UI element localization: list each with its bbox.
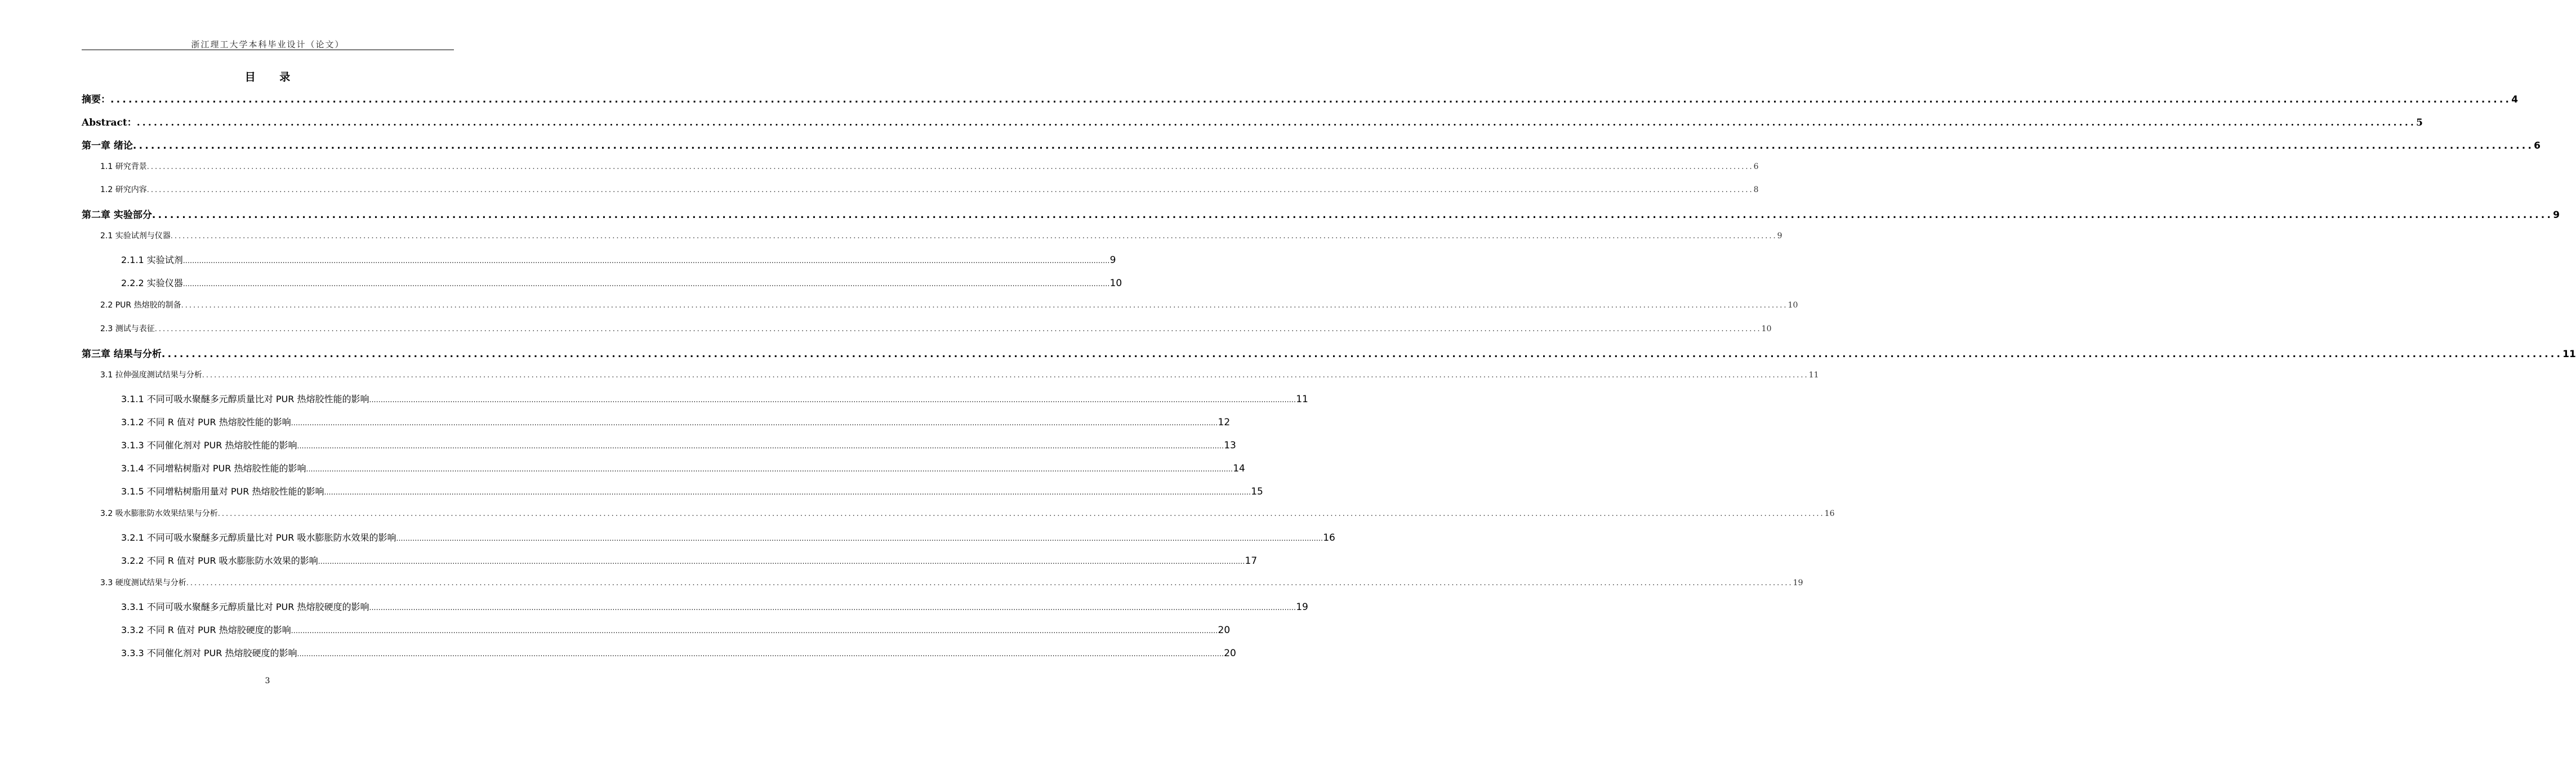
toc-entry-page: 9 — [1109, 255, 1116, 266]
toc-dot-leader: ................................................................................................................................................................................................................................................................................................................................................................................................................ — [170, 232, 1777, 241]
toc-entry-label: 2.2.2 实验仪器 — [121, 278, 183, 288]
toc-dot-leader: ................................................................................................................................................................................................................................................................................................................................................................................................................ — [297, 442, 1224, 450]
toc-dot-leader: ................................................................................................................................................................................................................................................................................................................................................................................................................ — [182, 280, 1110, 288]
toc-entry — [121, 484, 1263, 499]
toc-dot-leader: ................................................................................................................................................................................................................................................................................................................................................................................................................ — [151, 210, 2553, 221]
toc-entry-label: 2.1.1 实验试剂 — [121, 255, 183, 265]
toc-entry — [121, 600, 1308, 614]
toc-entry — [100, 577, 1803, 591]
toc-entry-page: 9 — [1777, 231, 1782, 241]
toc-dot-leader: ................................................................................................................................................................................................................................................................................................................................................................................................................ — [324, 488, 1251, 496]
toc-title: 目 录 — [244, 71, 301, 83]
toc-dot-leader: ................................................................................................................................................................................................................................................................................................................................................................................................................ — [146, 163, 1754, 171]
toc-entry — [121, 438, 1236, 453]
toc-entry — [121, 253, 1116, 268]
toc-dot-leader: ................................................................................................................................................................................................................................................................................................................................................................................................................ — [217, 510, 1825, 518]
toc-entry-label: 3.1.3 不同催化剂对 PUR 热熔胶性能的影响 — [121, 440, 297, 451]
toc-dot-leader: ................................................................................................................................................................................................................................................................................................................................................................................................................ — [306, 465, 1233, 473]
toc-entry — [121, 554, 1258, 568]
toc-dot-leader: ................................................................................................................................................................................................................................................................................................................................................................................................................ — [369, 396, 1296, 404]
toc-entry-label: 第三章 结果与分析 — [82, 349, 162, 360]
toc-entry-page: 13 — [1224, 440, 1236, 451]
toc-dot-leader: ................................................................................................................................................................................................................................................................................................................................................................................................................ — [110, 94, 2512, 105]
toc-entry-page: 16 — [1323, 532, 1335, 544]
toc-dot-leader: ................................................................................................................................................................................................................................................................................................................................................................................................................ — [136, 117, 2417, 128]
toc-entry-label: 第二章 实验部分 — [82, 210, 152, 221]
toc-entry-page: 4 — [2511, 94, 2519, 105]
toc-entry-page: 17 — [1245, 555, 1258, 567]
toc-entry-page: 12 — [1218, 417, 1231, 428]
toc-entry-label: 2.1 实验试剂与仪器 — [100, 231, 171, 241]
toc-entry-page: 6 — [1753, 162, 1759, 171]
toc-entry-label: 2.3 测试与表征 — [100, 324, 155, 333]
toc-entry — [82, 91, 2519, 106]
toc-dot-leader: ................................................................................................................................................................................................................................................................................................................................................................................................................ — [202, 371, 1809, 380]
toc-entry-page: 10 — [1761, 324, 1772, 333]
toc-entry — [100, 507, 1835, 522]
toc-dot-leader: ................................................................................................................................................................................................................................................................................................................................................................................................................ — [186, 579, 1793, 587]
toc-entry-page: 20 — [1218, 625, 1231, 636]
toc-dot-leader: ................................................................................................................................................................................................................................................................................................................................................................................................................ — [161, 349, 2563, 360]
toc-entry — [100, 161, 1759, 175]
toc-entry — [82, 114, 2423, 129]
toc-entry — [100, 230, 1782, 244]
toc-entry-label: 3.3.3 不同催化剂对 PUR 热熔胶硬度的影响 — [121, 648, 297, 658]
toc-entry-label: 3.3 硬度测试结果与分析 — [100, 578, 186, 587]
toc-entry-page: 11 — [1808, 371, 1819, 380]
toc-entry-label: 3.2 吸水膨胀防水效果结果与分析 — [100, 509, 218, 518]
toc-dot-leader: ................................................................................................................................................................................................................................................................................................................................................................................................................ — [154, 325, 1762, 333]
toc-entry — [82, 207, 2560, 221]
toc-entry — [121, 276, 1122, 291]
toc-entry-label: 2.2 PUR 热熔胶的制备 — [100, 301, 181, 310]
toc-dot-leader: ................................................................................................................................................................................................................................................................................................................................................................................................................ — [132, 140, 2534, 152]
toc-entry — [100, 369, 1819, 384]
toc-entry-label: 1.2 研究内容 — [100, 185, 147, 194]
toc-entry — [121, 531, 1335, 545]
toc-dot-leader: ................................................................................................................................................................................................................................................................................................................................................................................................................ — [182, 257, 1110, 265]
toc-entry-page: 10 — [1788, 301, 1798, 310]
toc-entry-label: 1.1 研究背景 — [100, 162, 147, 171]
page-number: 3 — [265, 676, 270, 685]
toc-entry-page: 19 — [1793, 578, 1803, 587]
toc-entry-label: Abstract： — [82, 117, 137, 128]
toc-entry-label: 3.2.2 不同 R 值对 PUR 吸水膨胀防水效果的影响 — [121, 555, 318, 566]
toc-entry — [121, 623, 1231, 638]
toc-entry-page: 16 — [1824, 509, 1835, 518]
toc-entry — [121, 415, 1231, 430]
toc-dot-leader: ................................................................................................................................................................................................................................................................................................................................................................................................................ — [318, 558, 1245, 565]
toc-entry-page: 6 — [2534, 140, 2541, 152]
toc-entry-label: 3.2.1 不同可吸水聚醚多元醇质量比对 PUR 吸水膨胀防水效果的影响 — [121, 532, 396, 543]
toc-entry-page: 15 — [1251, 486, 1263, 497]
toc-entry — [82, 346, 2576, 360]
toc-dot-leader: ................................................................................................................................................................................................................................................................................................................................................................................................................ — [291, 419, 1218, 427]
toc-entry-page: 11 — [2562, 349, 2576, 360]
toc-entry-label: 3.1.4 不同增粘树脂对 PUR 热熔胶性能的影响 — [121, 463, 306, 474]
toc-entry-label: 3.3.1 不同可吸水聚醚多元醇质量比对 PUR 热熔胶硬度的影响 — [121, 602, 369, 612]
toc-entry-label: 3.1.5 不同增粘树脂用量对 PUR 热熔胶性能的影响 — [121, 486, 324, 497]
toc-entry-label: 3.1.2 不同 R 值对 PUR 热熔胶性能的影响 — [121, 417, 291, 428]
toc-entry-label: 摘要： — [82, 94, 110, 105]
toc-dot-leader: ................................................................................................................................................................................................................................................................................................................................................................................................................ — [181, 301, 1788, 310]
toc-entry-label: 第一章 绪论 — [82, 140, 133, 152]
toc-entry-page: 5 — [2416, 117, 2423, 128]
toc-entry-label: 3.1 拉伸强度测试结果与分析 — [100, 371, 202, 380]
toc-entry-page: 11 — [1296, 394, 1308, 405]
toc-entry-page: 10 — [1109, 278, 1122, 289]
toc-entry-page: 9 — [2553, 210, 2560, 221]
running-header: 浙江理工大学本科毕业设计（论文） — [191, 39, 345, 50]
toc-dot-leader: ................................................................................................................................................................................................................................................................................................................................................................................................................ — [369, 604, 1296, 612]
toc-dot-leader: ................................................................................................................................................................................................................................................................................................................................................................................................................ — [297, 650, 1224, 658]
toc-dot-leader: ................................................................................................................................................................................................................................................................................................................................................................................................................ — [291, 627, 1218, 635]
toc-entry-page: 14 — [1233, 463, 1245, 474]
toc-entry — [100, 323, 1772, 337]
toc-entry-page: 20 — [1224, 648, 1236, 659]
toc-dot-leader: ................................................................................................................................................................................................................................................................................................................................................................................................................ — [146, 186, 1754, 194]
toc-entry — [82, 137, 2541, 152]
toc-entry-label: 3.1.1 不同可吸水聚醚多元醇质量比对 PUR 热熔胶性能的影响 — [121, 394, 369, 404]
toc-entry — [121, 392, 1308, 407]
toc-entry-page: 19 — [1296, 602, 1308, 613]
toc-entry — [121, 461, 1245, 476]
toc-entry — [100, 184, 1759, 198]
toc-entry — [100, 299, 1798, 314]
toc-dot-leader: ................................................................................................................................................................................................................................................................................................................................................................................................................ — [396, 535, 1323, 542]
toc-entry-label: 3.3.2 不同 R 值对 PUR 热熔胶硬度的影响 — [121, 625, 291, 635]
toc-entry-page: 8 — [1753, 185, 1759, 194]
toc-entry — [121, 646, 1236, 661]
